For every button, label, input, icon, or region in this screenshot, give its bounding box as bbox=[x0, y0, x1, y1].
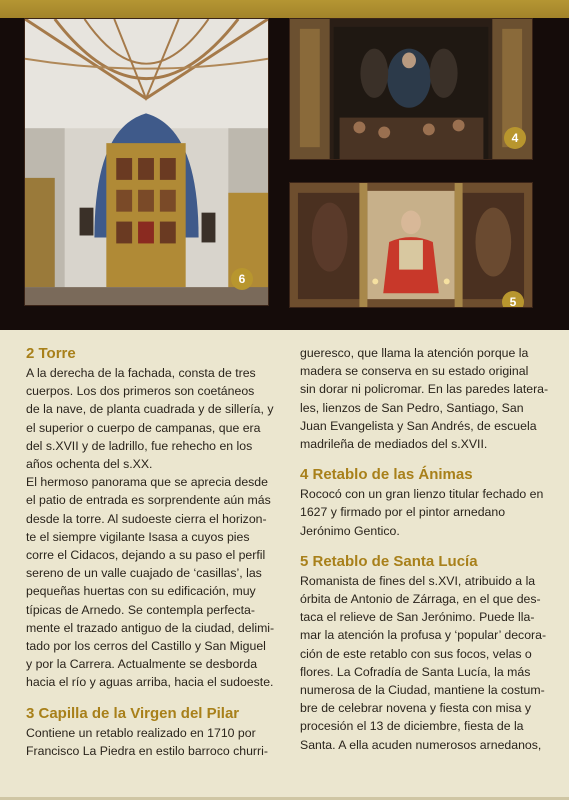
text-line: de la nave, de planta cuadrada y de sillería, y bbox=[26, 402, 274, 417]
text-line: Romanista de fines del s.XVI, atribuido a la bbox=[300, 573, 536, 588]
text-line: taca el relieve de San Jerónimo. Puede lla- bbox=[300, 610, 535, 625]
text-line: pequeñas huertas con su edificación, muy bbox=[26, 584, 256, 599]
text-line: te el siempre vigilante Isasa a cuyos pies bbox=[26, 529, 250, 544]
photo-number-badge-6: 6 bbox=[231, 268, 253, 290]
section-5-heading: 5 Retablo de Santa Lucía bbox=[300, 552, 478, 570]
text-line: procesión el 13 de diciembre, fiesta de la bbox=[300, 719, 524, 734]
text-line: sin dorar ni policromar. En las paredes latera- bbox=[300, 382, 549, 397]
text-line: y por la Carrera. Actualmente se desborda bbox=[26, 657, 258, 672]
section-4-body bbox=[300, 485, 560, 540]
text-line: Juan Evangelista y San Andrés, de escuela bbox=[300, 418, 537, 433]
text-line: años ochenta del s.XX. bbox=[26, 457, 153, 472]
church-interior-photo bbox=[24, 18, 269, 306]
left-column bbox=[26, 342, 282, 760]
text-line: Jerónimo Gentico. bbox=[300, 523, 400, 538]
text-line: desde la torre. Al sudoeste cierra el horizon- bbox=[26, 511, 267, 526]
text-line: mente el trazado antiguo de la ciudad, delimi- bbox=[26, 620, 275, 635]
text-line: Santa. A ella acuden numerosos arnedanos, bbox=[300, 737, 542, 752]
text-line: Rococó con un gran lienzo titular fechado en bbox=[300, 487, 544, 502]
text-line: típicas de Arnedo. Se contempla perfecta- bbox=[26, 602, 255, 617]
text-line: les, lienzos de San Pedro, Santiago, San bbox=[300, 400, 524, 415]
section-3-continued-body bbox=[300, 344, 560, 453]
retablo-santa-lucia-image bbox=[290, 183, 532, 307]
text-line: cuerpos. Los dos primeros son coetáneos bbox=[26, 384, 255, 399]
section-2-body bbox=[26, 364, 282, 692]
photo-area bbox=[0, 18, 569, 330]
text-line: el patio de entrada es sorprendente aún más bbox=[26, 493, 271, 508]
text-line: sereno de un valle cuajado de ‘casillas’, las bbox=[26, 566, 262, 581]
top-gold-band bbox=[0, 0, 569, 18]
text-line: gueresco, que llama la atención porque la bbox=[300, 346, 529, 360]
text-line: ción de este retablo con sus focos, velas o bbox=[300, 646, 532, 661]
text-line: madera se conserva en su estado original bbox=[300, 364, 529, 379]
section-2-heading: 2 Torre bbox=[26, 345, 76, 362]
text-line: Francisco La Piedra en estilo barroco churri- bbox=[26, 743, 268, 758]
text-line: A la derecha de la fachada, consta de tres bbox=[26, 366, 256, 380]
section-3-heading: 3 Capilla de la Virgen del Pilar bbox=[26, 704, 240, 722]
right-column bbox=[300, 344, 560, 754]
text-line: mar la atención la profusa y ‘popular’ decora- bbox=[300, 628, 547, 643]
text-line: flores. La Cofradía de Santa Lucía, la más bbox=[300, 664, 531, 679]
church-interior-image bbox=[25, 19, 268, 305]
retablo-santa-lucia-photo bbox=[289, 182, 533, 308]
text-line: el superior o cuerpo de campanas, que era bbox=[26, 420, 261, 435]
text-line: 1627 y firmado por el pintor arnedano bbox=[300, 505, 506, 520]
text-line: del s.XVII y de ladrillo, fue rehecho en los bbox=[26, 438, 253, 453]
text-line: El hermoso panorama que se aprecia desde bbox=[26, 475, 268, 490]
section-5-body bbox=[300, 572, 560, 754]
text-line: madrileña de mediados del s.XVII. bbox=[300, 437, 488, 452]
text-line: Contiene un retablo realizado en 1710 por bbox=[26, 725, 256, 740]
photo-number-badge-4: 4 bbox=[504, 127, 526, 149]
text-line: corre el Cidacos, dejando a su paso el perfil bbox=[26, 548, 266, 563]
text-line: tado por los cerros del Castillo y San Miguel bbox=[26, 639, 266, 654]
text-line: órbita de Antonio de Zárraga, en el que des- bbox=[300, 592, 541, 607]
text-line: hacia el río y aguas arriba, hacia el sudoeste. bbox=[26, 675, 274, 690]
retablo-animas-image bbox=[290, 19, 532, 159]
text-line: bre de celebrar novena y fiesta con misa y bbox=[300, 701, 532, 716]
text-panel bbox=[0, 330, 569, 800]
section-3-body bbox=[26, 724, 282, 760]
text-line: numerosa de la Ciudad, mantiene la costum- bbox=[300, 683, 545, 698]
photo-number-badge-5: 5 bbox=[502, 291, 524, 308]
section-4-heading: 4 Retablo de las Ánimas bbox=[300, 466, 473, 484]
retablo-animas-photo bbox=[289, 18, 533, 160]
